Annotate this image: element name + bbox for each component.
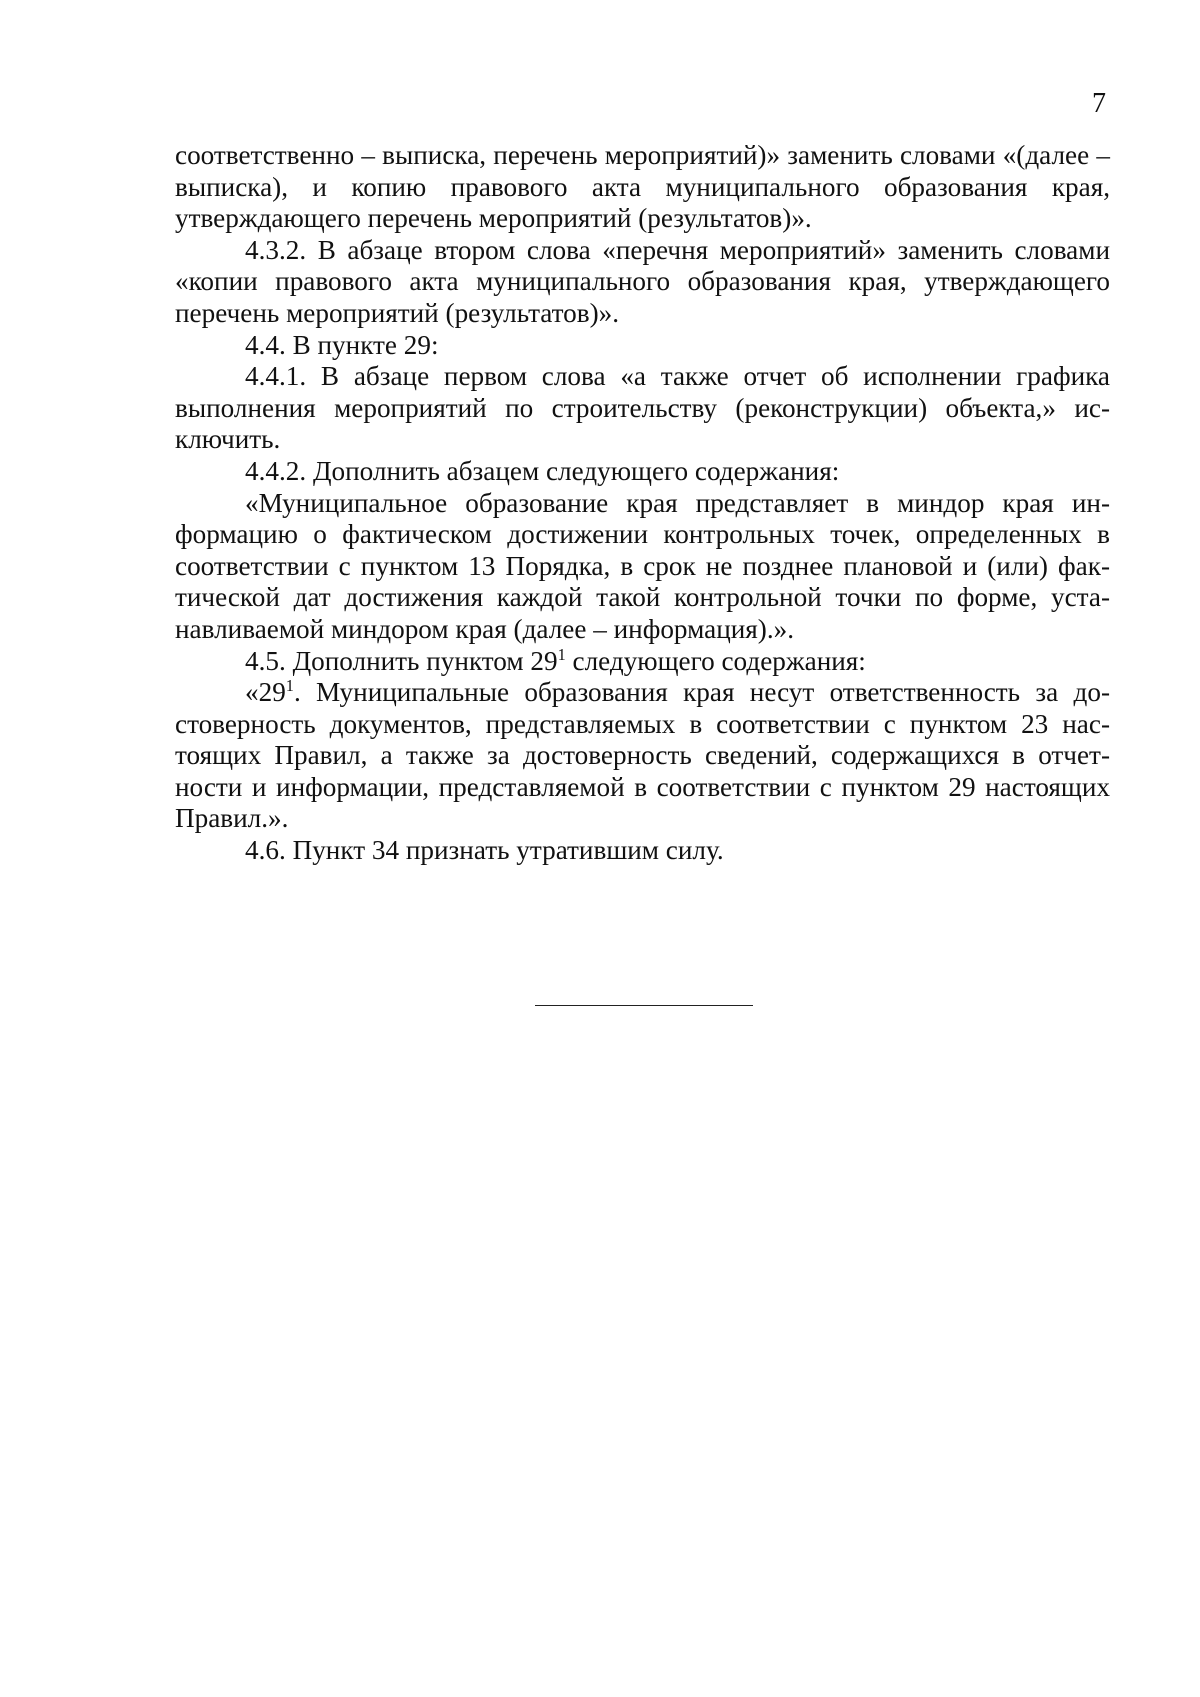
page-number: 7: [1092, 88, 1106, 119]
superscript-one: 1: [285, 676, 294, 696]
paragraph-4-5-text: 4.5. Дополнить пунктом 29: [245, 645, 558, 676]
closing-rule: [535, 1005, 753, 1006]
paragraph-4-6: 4.6. Пункт 34 признать утратившим силу.: [245, 835, 724, 866]
paragraph-new-abzac: «Муниципальное образование края представляет в миндор края информацию о фактическом достижении контрольных точек, определенных в соответствии с пунктом 13 Порядка, в срок не позднее плановой и (или) фактической дат достижения каждой такой контрольной точки по форме, устанавливаемой миндором края (далее – информация).».: [175, 487, 1110, 644]
paragraph-4-4-2: 4.4.2. Дополнить абзацем следующего содержания:: [245, 455, 840, 486]
superscript-one: 1: [557, 644, 566, 664]
paragraph-4-5: [175, 646, 1110, 678]
paragraph-continuation: соответственно – выписка, перечень мероприятий)» заменить словами «(далее – выписка), и копию правового акта муниципального образования края, утверждающего перечень мероприятий (результатов)».: [175, 140, 1110, 234]
document-body: [175, 140, 1110, 867]
paragraph-4-4-1: 4.4.1. В абзаце первом слова «а также отчет об исполнении графика выполнения мероприятий по строительству (реконструкции) объекта,» исключить.: [175, 361, 1110, 455]
paragraph-4-3-2: 4.3.2. В абзаце втором слова «перечня мероприятий» заменить словами «копии правового акта муниципального образования края, утверждающего перечень мероприятий (результатов)».: [175, 234, 1110, 328]
paragraph-29-1-start: «29: [245, 677, 286, 708]
paragraph-4-4: 4.4. В пункте 29:: [245, 329, 439, 360]
paragraph-4-5-text-end: следующего содержания:: [565, 645, 866, 676]
paragraph-29-1: [175, 677, 1110, 835]
paragraph-29-1-text: . Муниципальные образования края несут ответственность за достоверность документов, представляемых в соответствии с пунктом 23 настоящих Правил, а также за достоверность сведений, содержащихся в отчетности и информации, представляемой в соответствии с пунктом 29 настоящих Правил.».: [175, 677, 1110, 834]
